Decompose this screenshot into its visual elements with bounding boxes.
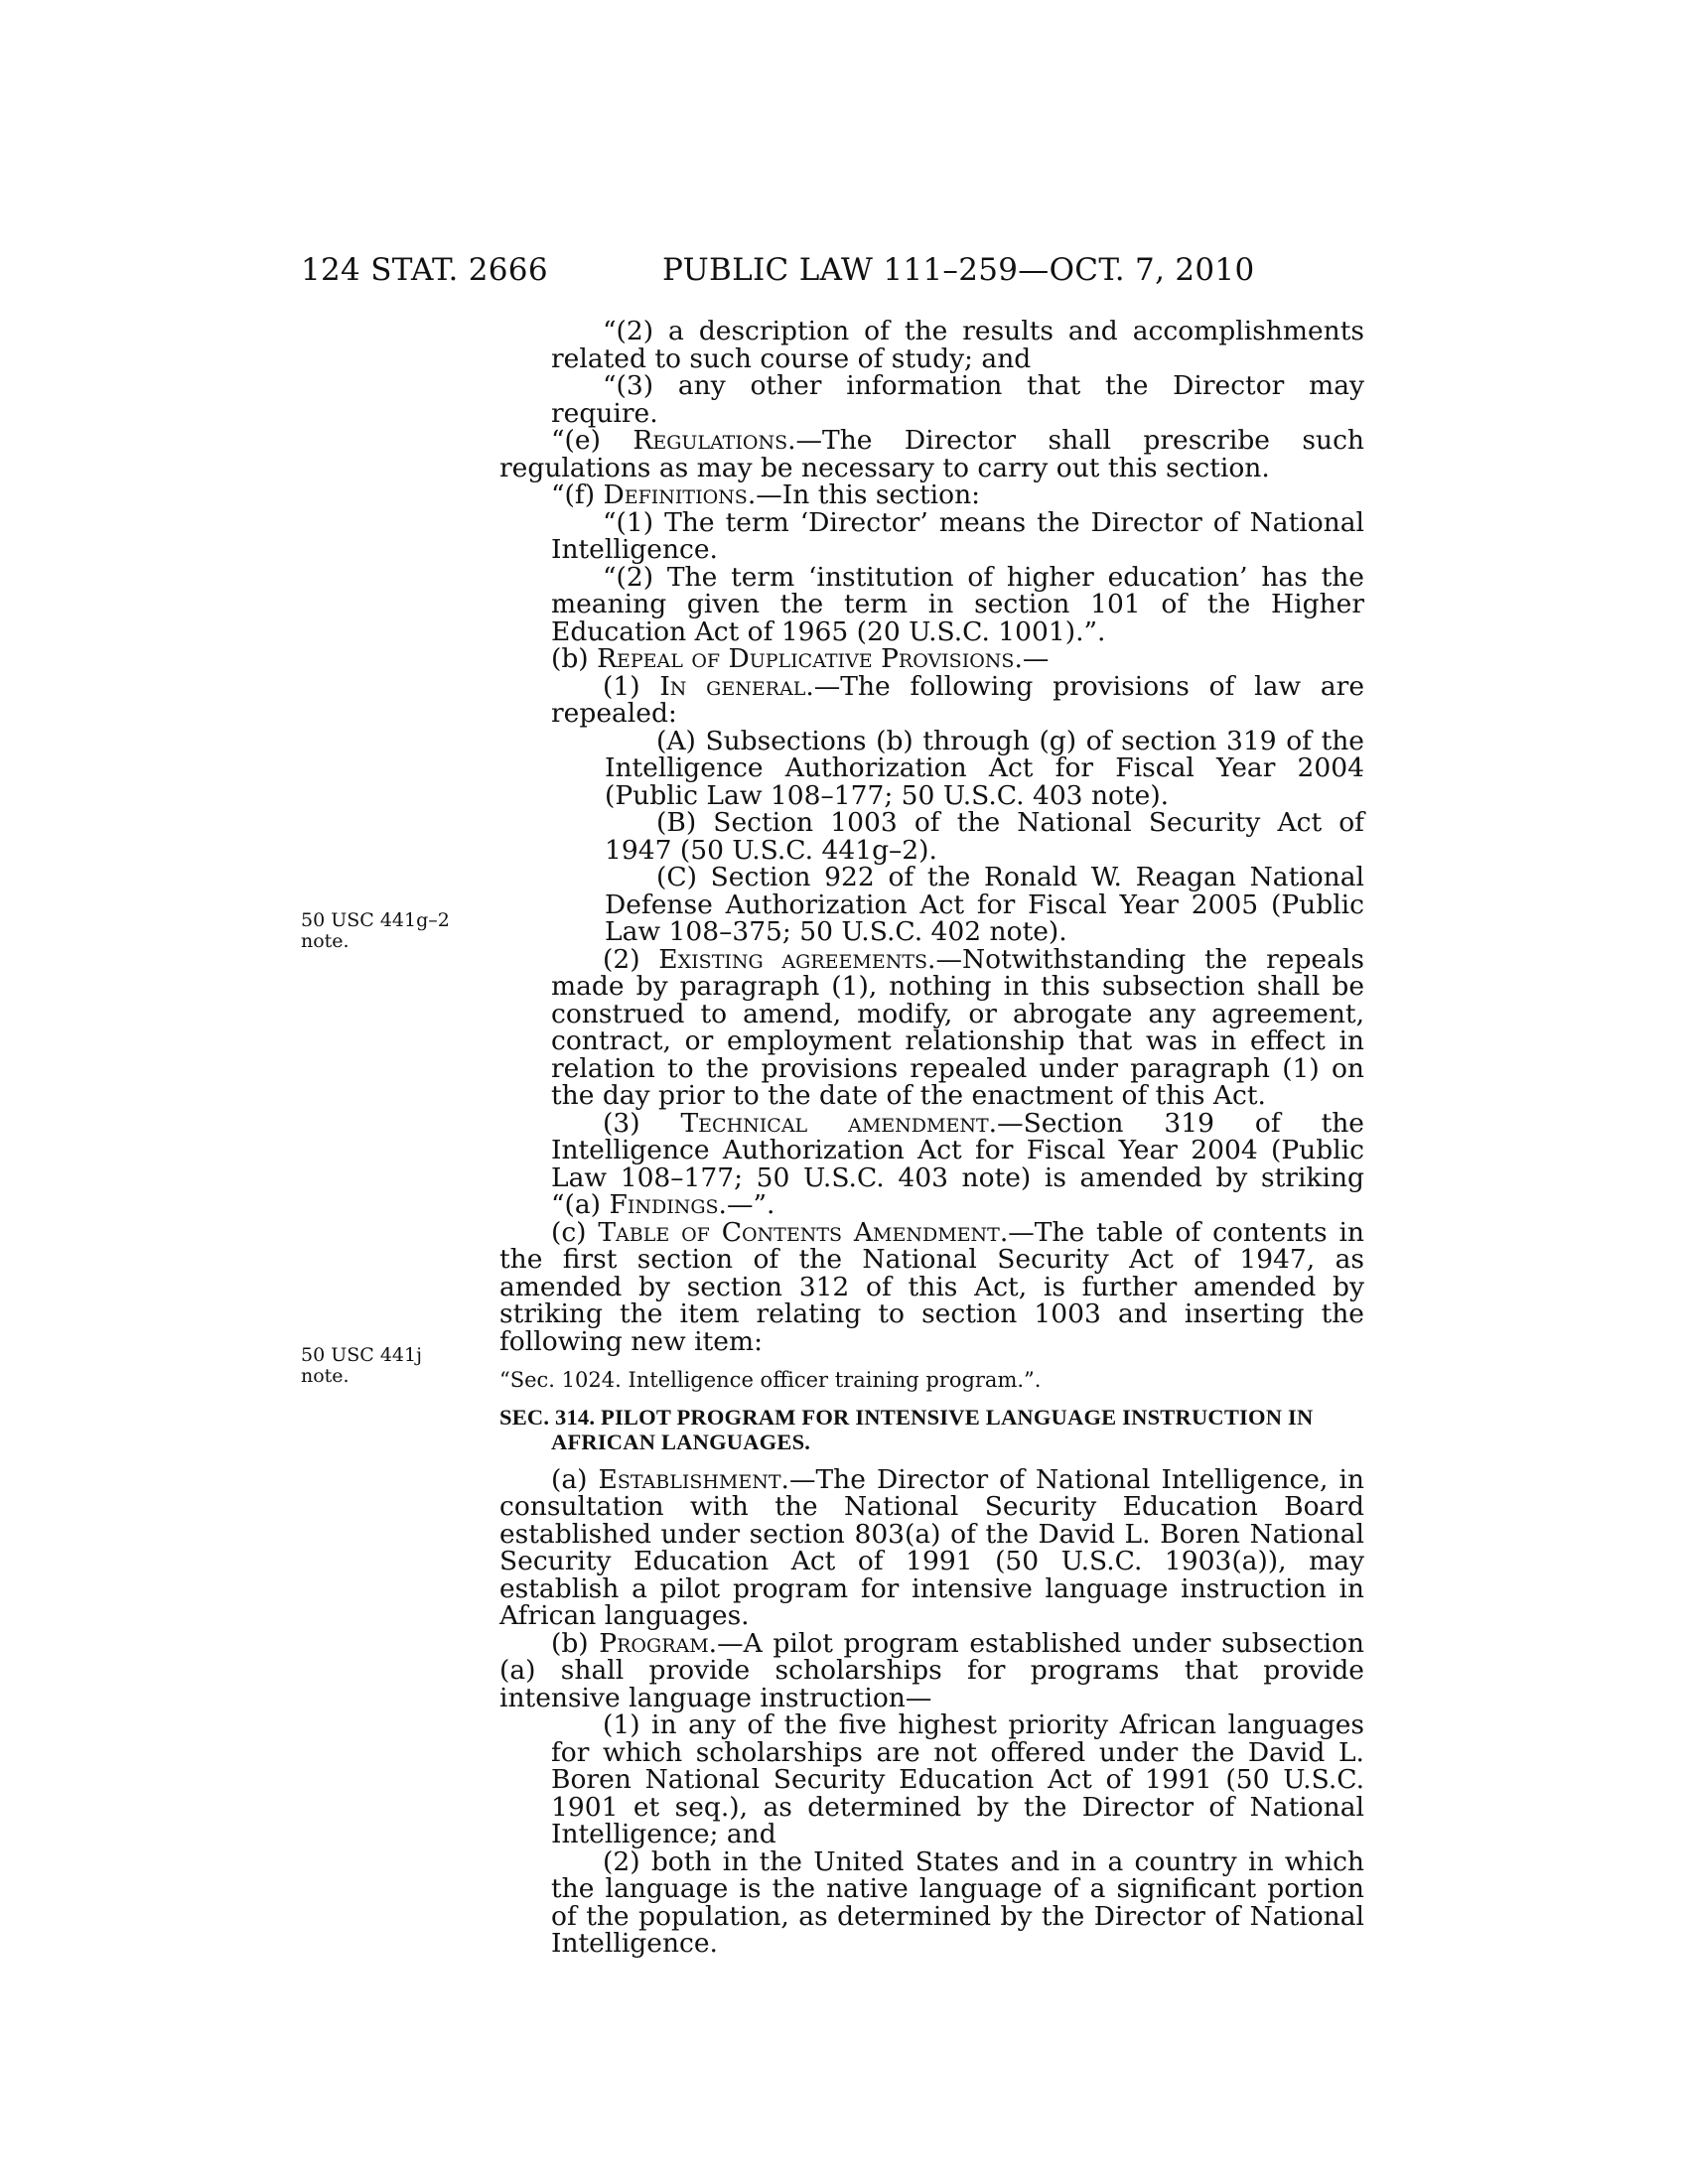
paragraph-text: .—The Director of National Intelligence, in consultation with the National Security Education Board established under section 803(a) of the David L. Boren National Security Education Act of 1991 (50 U.S.C. 1903(a)), may establish a pilot program for intensive language instruction in African languages.: [499, 1463, 1364, 1631]
paragraph: [499, 1627, 1364, 1713]
paragraph-text: .—Section 319 of the Intelligence Authorization Act for Fiscal Year 2004 (Public Law 108–177; 50 U.S.C. 403 note) is amended by striking “(a): [551, 1107, 1364, 1220]
paragraph-label: (c): [551, 1216, 599, 1248]
section-heading: Program: [599, 1627, 709, 1659]
section-heading: Definitions: [603, 479, 748, 510]
paragraph: [499, 1216, 1364, 1357]
paragraph: [499, 670, 1364, 729]
paragraph-label: “(e): [551, 425, 633, 456]
section-heading: Findings: [609, 1189, 719, 1220]
section-heading: Table of Contents Amendment: [598, 1216, 1000, 1248]
toc-item: “Sec. 1024. Intelligence officer training program.”.: [499, 1368, 1042, 1392]
section-heading: Repeal of Duplicative Provisions: [597, 643, 1015, 674]
margin-note-line: 50 USC 441j: [301, 1344, 422, 1366]
paragraph: (C) Section 922 of the Ronald W. Reagan National Defense Authorization Act for Fiscal Year 2005 (Public Law 108–375; 50 U.S.C. 402 note).: [605, 862, 1364, 947]
paragraph-label: “(f): [551, 479, 604, 510]
paragraph-label: (1): [603, 670, 660, 702]
paragraph: “(2) a description of the results and accomplishments related to such course of study; and: [551, 316, 1364, 374]
section-heading: Technical amendment: [680, 1107, 989, 1139]
statute-body: [499, 318, 1364, 1958]
paragraph: (B) Section 1003 of the National Security Act of 1947 (50 U.S.C. 441g–2).: [605, 807, 1364, 866]
paragraph-text: .—The following provisions of law are repealed:: [551, 670, 1364, 729]
paragraph-text: .—Notwithstanding the repeals made by paragraph (1), nothing in this subsection shall be construed to amend, modify, or abrogate any agreement, contract, or employment relationship that was in effect in relation to the provisions repealed under paragraph (1) on the day prior to the date of the enactment of this Act.: [551, 943, 1364, 1111]
section-heading: Establishment: [598, 1463, 781, 1495]
section-heading: In general: [659, 670, 806, 702]
section-heading: Existing agreements: [658, 943, 928, 975]
paragraph: “(1) The term ‘Director’ means the Director of National Intelligence.: [551, 506, 1364, 565]
paragraph-label: (2): [603, 943, 659, 975]
margin-note-usc-441j: [301, 1345, 422, 1387]
paragraph: [499, 481, 1364, 509]
paragraph-label: (b): [551, 643, 598, 674]
paragraph: (1) in any of the five highest priority African languages for which scholarships are not offered under the David L. Boren National Security Education Act of 1991 (50 U.S.C. 1901 et seq.), as determined by the Director of National Intelligence; and: [551, 1709, 1364, 1849]
margin-note-line: 50 USC 441g–2: [301, 909, 450, 931]
paragraph-label: (b): [551, 1627, 600, 1659]
running-head: PUBLIC LAW 111–259—OCT. 7, 2010: [662, 252, 1255, 288]
paragraph-text: .—: [1014, 643, 1050, 674]
paragraph: “(2) The term ‘institution of higher education’ has the meaning given the term in section 101 of the Higher Education Act of 1965 (20 U.S.C. 1001).”.: [551, 561, 1364, 647]
paragraph-text: .—In this section:: [747, 479, 981, 510]
margin-note-line: note.: [301, 930, 350, 952]
paragraph: [499, 1463, 1364, 1631]
paragraph-text: .—”.: [718, 1189, 775, 1220]
paragraph: [499, 645, 1364, 673]
paragraph: [499, 943, 1364, 1111]
section-title: SEC. 314. PILOT PROGRAM FOR INTENSIVE LANGUAGE INSTRUCTION IN AFRICAN LANGUAGES.: [499, 1404, 1314, 1454]
paragraph: [499, 1107, 1364, 1220]
margin-note-line: note.: [301, 1365, 350, 1387]
margin-note-usc-441g-2: [301, 910, 450, 952]
page-citation: 124 STAT. 2666: [301, 252, 548, 288]
paragraph-text: .—The table of contents in the first section of the National Security Act of 1947, as amended by section 312 of this Act, is further amended by striking the item relating to section 1003 and inserting the following new item:: [499, 1216, 1364, 1357]
paragraph-label: (3): [603, 1107, 681, 1139]
paragraph-label: (a): [551, 1463, 599, 1495]
paragraph: (2) both in the United States and in a country in which the language is the native language of a significant portion of the population, as determined by the Director of National Intelligence.: [551, 1845, 1364, 1959]
section-heading: Regulations: [633, 425, 788, 456]
paragraph: “(3) any other information that the Director may require.: [551, 370, 1364, 429]
paragraph-text: .—A pilot program established under subsection (a) shall provide scholarships for programs that provide intensive language instruction—: [499, 1627, 1364, 1713]
paragraph: (A) Subsections (b) through (g) of section 319 of the Intelligence Authorization Act for Fiscal Year 2004 (Public Law 108–177; 50 U.S.C. 403 note).: [605, 725, 1364, 811]
paragraph: [499, 427, 1364, 481]
paragraph-text: .—The Director shall prescribe such regulations as may be necessary to carry out this section.: [499, 425, 1364, 483]
